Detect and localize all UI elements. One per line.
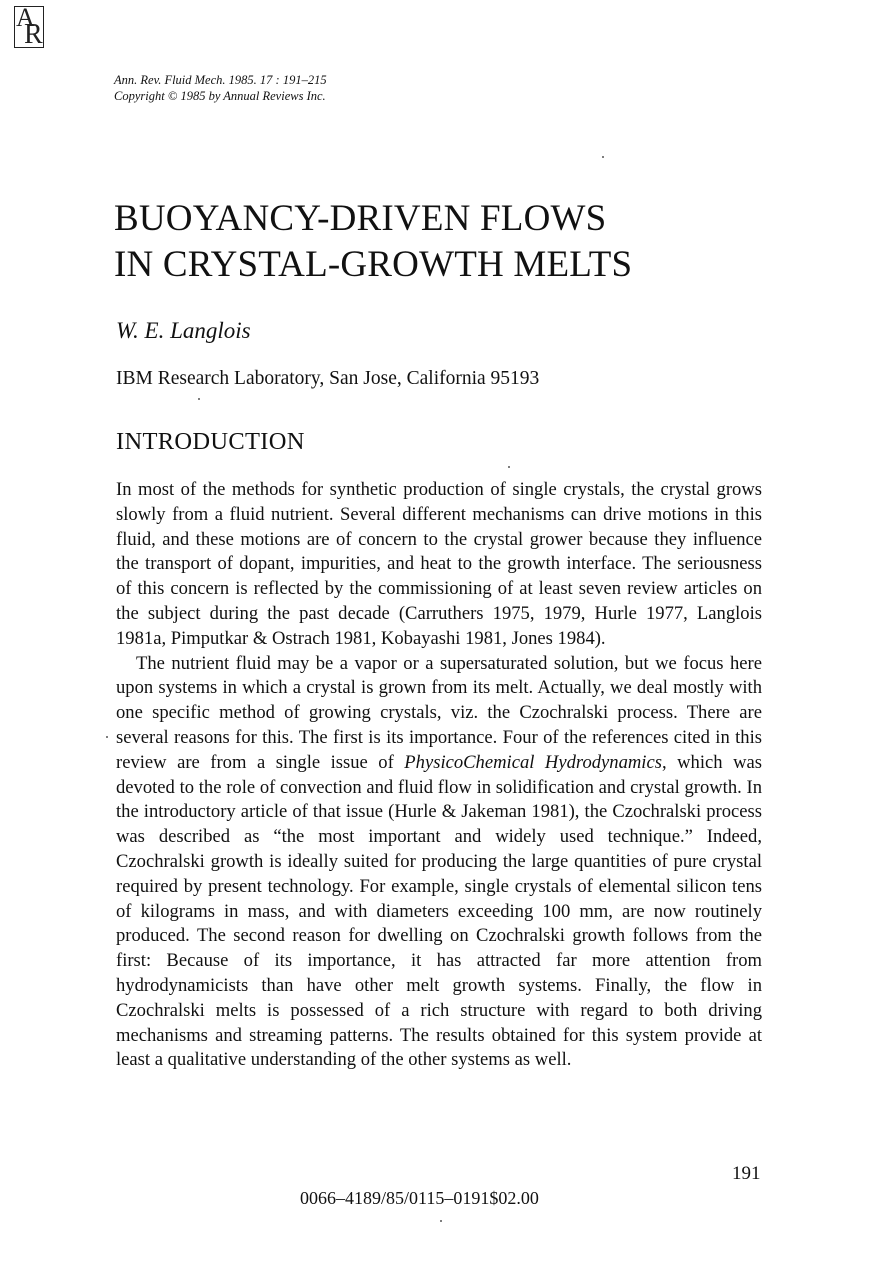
section-heading: INTRODUCTION xyxy=(116,428,305,455)
title-line-1: BUOYANCY-DRIVEN FLOWS xyxy=(114,198,607,239)
publisher-logo xyxy=(14,3,44,50)
paragraph-2-text-a: The nutrient fluid may be a vapor or a supersaturated solution, but we focus here upon systems in which a crystal is grown from its melt. Actually, we deal mostly with one specific method of growing crystals, viz. the Czochralski process. There are several reasons for this. The first is its importance. Four of the references cited in this review are from a single issue of xyxy=(116,652,762,773)
publication-code: 0066–4189/85/0115–0191$02.00 xyxy=(300,1188,539,1208)
page-number: 191 xyxy=(732,1163,761,1184)
paragraph-2-text-b: , which was devoted to the role of convection and fluid flow in solidification and crystal growth. In the introductory article of that issue (Hurle & Jakeman 1981), the Czochralski process was described as “the most important and widely used technique.” Indeed, Czochralski growth is ideally suited for producing the large quantities of pure crystal required by present technology. For example, single crystals of elemental silicon tens of kilograms in mass, and with diameters exceeding 100 mm, are now routinely produced. The second reason for dwelling on Czochralski growth follows from the first: Because of its importance, it has attracted far more attention from hydrodynamicists than have other melt growth systems. Finally, the flow in Czochralski melts is possessed of a rich structure with regard to both driving mechanisms and streaming patterns. The results obtained for this system provide at least a qualitative understanding of the other systems as well. xyxy=(116,751,762,1071)
scan-speck xyxy=(440,1220,442,1222)
paragraph-1: In most of the methods for synthetic production of single crystals, the crystal grows slowly from a fluid nutrient. Several different mechanisms can drive motions in this fluid, and these motions are of concern to the crystal grower because they influence the transport of dopant, impurities, and heat to the growth interface. The seriousness of this concern is reflected by the commissioning of at least seven review articles on the subject during the past decade (Carruthers 1975, 1979, Hurle 1977, Langlois 1981a, Pimputkar & Ostrach 1981, Kobayashi 1981, Jones 1984). xyxy=(116,479,762,649)
citation-line-2: Copyright © 1985 by Annual Reviews Inc. xyxy=(114,89,326,103)
scan-speck xyxy=(106,736,108,738)
scan-speck xyxy=(198,398,200,400)
title-line-2: IN CRYSTAL-GROWTH MELTS xyxy=(114,244,633,285)
scan-speck xyxy=(602,156,604,158)
journal-citation xyxy=(114,72,327,104)
scan-speck xyxy=(508,466,510,468)
journal-name-italic: PhysicoChemical Hydrodynamics xyxy=(404,751,662,773)
paragraph-2 xyxy=(116,652,762,1074)
author-affiliation: IBM Research Laboratory, San Jose, California 95193 xyxy=(116,368,540,389)
logo-letter-a: A xyxy=(16,3,35,32)
author-name: W. E. Langlois xyxy=(116,318,251,343)
logo-letter-r: R xyxy=(24,19,43,50)
citation-line-1: Ann. Rev. Fluid Mech. 1985. 17 : 191–215 xyxy=(114,73,327,87)
article-body xyxy=(116,478,762,1073)
article-title xyxy=(114,196,632,288)
